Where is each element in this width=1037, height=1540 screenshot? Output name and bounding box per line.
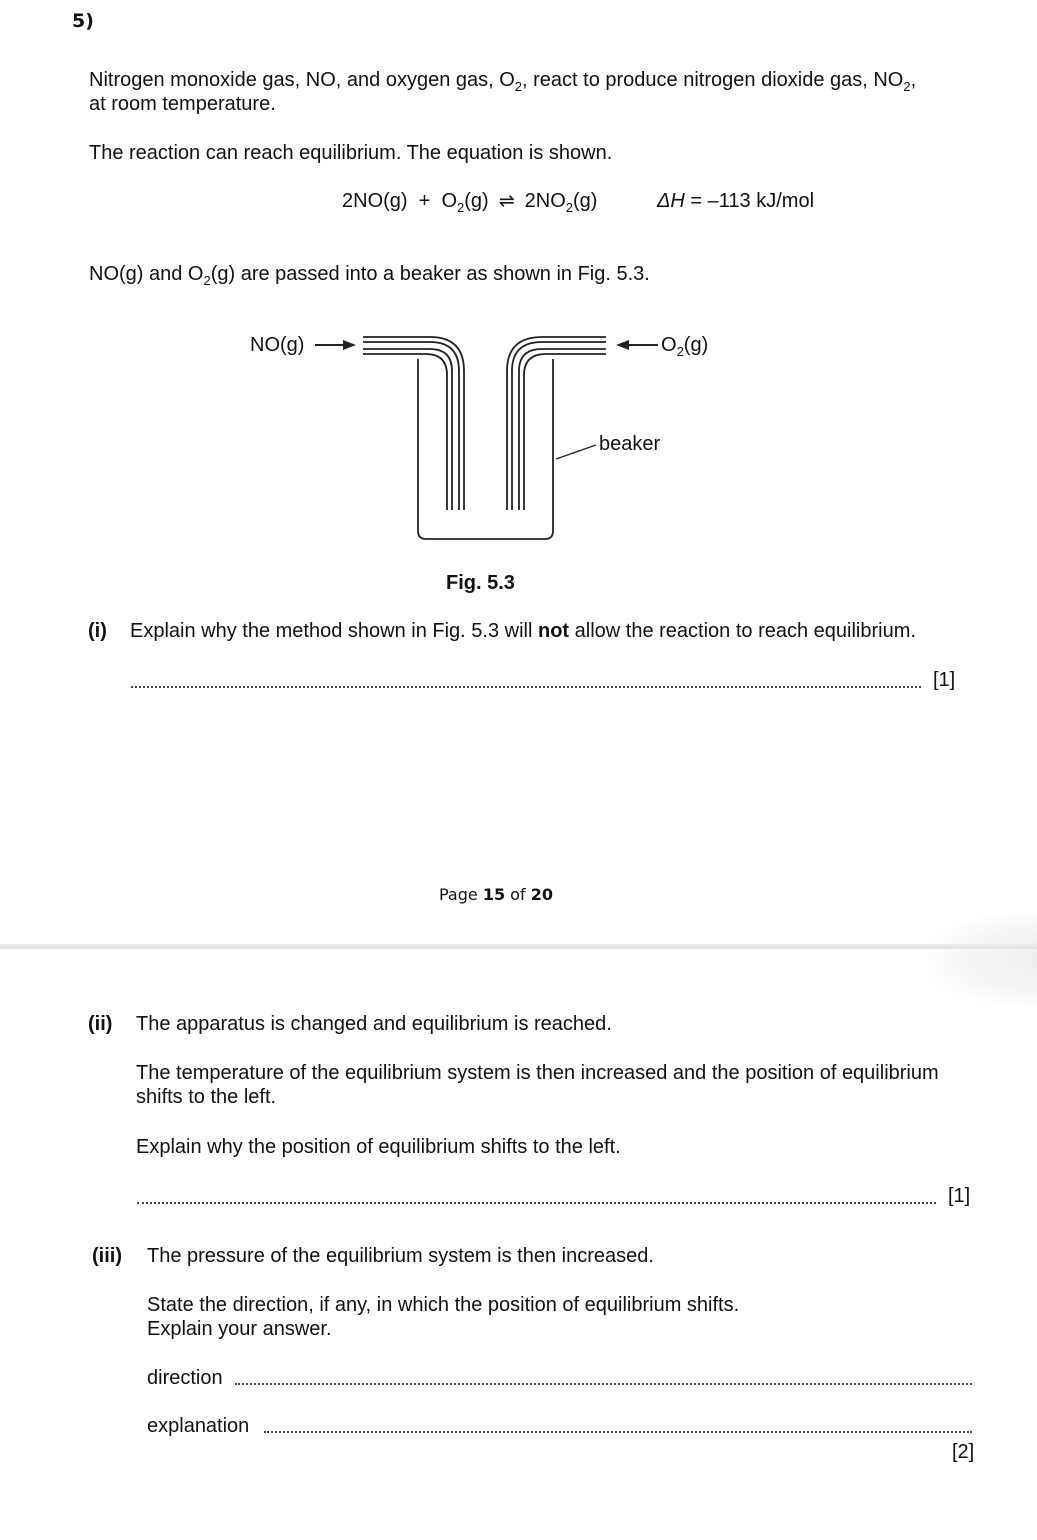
intro-line-1: Nitrogen monoxide gas, NO, and oxygen gas, $O_2$, react to produce nitrogen dioxide gas, $NO_2$, — [89, 69, 917, 94]
part-iii-label: (iii) — [92, 1245, 122, 1267]
equilibrium-arrow-icon: ⇌ — [498, 190, 515, 212]
o2-inlet-arrow-icon — [616, 340, 658, 350]
direction-label: direction — [147, 1367, 223, 1389]
part-i-answer-line[interactable] — [131, 686, 921, 688]
no-inlet-arrow-icon — [315, 340, 356, 350]
o2-gas-label: $O_2(g)$ — [661, 334, 709, 359]
page-edge-shadow — [927, 912, 1037, 1007]
right-delivery-tube — [507, 337, 606, 510]
part-i-marks: [1] — [933, 669, 956, 691]
equation-intro: The reaction can reach equilibrium. The equation is shown. — [89, 142, 613, 164]
chemical-equation: $2NO(g) + O_2(g)$ ⇌ $2NO_2(g)$ — [342, 190, 598, 215]
part-iii-line-2: State the direction, if any, in which the position of equilibrium shifts. — [147, 1294, 740, 1316]
left-delivery-tube — [363, 337, 464, 510]
page-footer: Page 15 of 20 — [439, 885, 553, 904]
part-iii-line-3: Explain your answer. — [147, 1318, 332, 1340]
part-ii-line-1: The apparatus is changed and equilibrium is reached. — [136, 1013, 612, 1035]
part-ii-question: Explain why the position of equilibrium shifts to the left. — [136, 1136, 621, 1158]
direction-answer-line[interactable] — [235, 1383, 972, 1385]
enthalpy-change: ΔH = –113 kJ/mol — [657, 190, 815, 212]
figure-intro: NO(g) and $O_2(g)$ are passed into a beaker as shown in Fig. 5.3. — [89, 263, 650, 288]
page-divider — [0, 944, 1037, 949]
question-number: 5) — [72, 10, 94, 32]
no-gas-label: NO(g) — [250, 334, 305, 356]
beaker-leader-line — [556, 445, 596, 459]
part-ii-label: (ii) — [88, 1013, 113, 1035]
part-ii-answer-line[interactable] — [137, 1202, 936, 1204]
part-i-label: (i) — [88, 620, 107, 642]
part-i-question: Explain why the method shown in Fig. 5.3 will not allow the reaction to reach equilibrium. — [130, 620, 916, 642]
part-iii-line-1: The pressure of the equilibrium system is then increased. — [147, 1245, 654, 1267]
part-ii-line-2: The temperature of the equilibrium system is then increased and the position of equilibrium — [136, 1062, 939, 1084]
beaker-outline — [418, 359, 553, 539]
part-ii-line-3: shifts to the left. — [136, 1086, 277, 1108]
explanation-answer-line[interactable] — [264, 1431, 972, 1433]
part-ii-marks: [1] — [948, 1185, 971, 1207]
figure-caption: Fig. 5.3 — [446, 572, 515, 594]
intro-line-2: at room temperature. — [89, 93, 276, 115]
explanation-label: explanation — [147, 1415, 250, 1437]
beaker-label: beaker — [599, 433, 661, 455]
part-iii-marks: [2] — [952, 1441, 975, 1463]
